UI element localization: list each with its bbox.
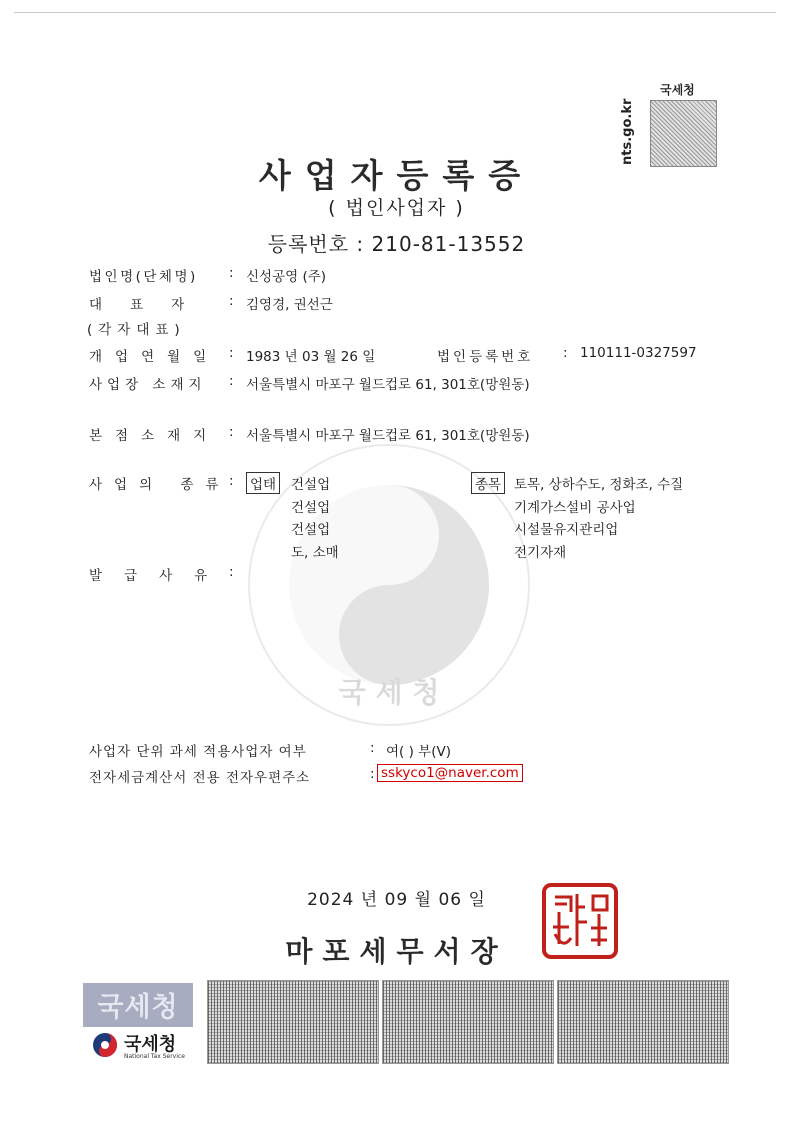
category-item: 건설업 [291,477,331,493]
e-invoice-email-value: sskyco1@naver.com [377,764,523,782]
official-seal-stamp [541,882,619,960]
corp-reg-no-value: 110111-0327597 [580,345,697,361]
item-entry: 토목, 상하수도, 정화조, 수질 [514,477,684,493]
watermark-center-text: 국 세 청 [338,676,440,709]
head-office-colon: : [229,424,234,440]
representative-value: 김영경, 권선근 [246,297,333,313]
unit-taxation-value: 여( ) 부(V) [386,744,451,760]
issue-date: 2024 년 09 월 06 일 [307,890,486,910]
nts-logo-text: 국세청 [124,1034,177,1055]
e-invoice-email-colon: : [370,766,375,782]
corp-reg-no-colon: : [563,345,568,361]
nts-footer-banner-text: 국세청 [97,992,179,1023]
top-rule [14,12,776,13]
corp-name-value: 신성공영 (주) [246,269,327,285]
head-office-value: 서울특별시 마포구 월드컵로 61, 301호(망원동) [246,428,530,444]
item-entry: 기계가스설비 공사업 [514,500,636,516]
corp-name-colon: : [229,265,234,281]
issue-reason-label: 발급사유 [89,568,230,584]
item-tag: 종목 [471,472,505,494]
document-subtitle: ( 법인사업자 ) [328,197,465,219]
category-item: 도, 소매 [291,545,339,561]
registration-label: 등록번호 [267,232,350,256]
unit-taxation-label: 사업자 단위 과세 적용사업자 여부 [89,744,307,760]
registration-value: 210-81-13552 [371,232,526,256]
category-item: 건설업 [291,522,331,538]
business-address-colon: : [229,373,234,389]
corp-name-label: 법인명(단체명) [89,269,198,285]
registration-number-line: 등록번호 : 210-81-13552 [267,232,526,256]
security-barcode [207,980,379,1064]
opening-date-colon: : [229,345,234,361]
issue-reason-colon: : [229,564,234,580]
business-type-colon: : [229,473,234,489]
category-item: 건설업 [291,500,331,516]
document-title: 사업자등록증 [258,156,535,195]
business-address-label: 사업장 소재지 [89,377,207,393]
security-barcode [557,980,729,1064]
representative-colon: : [229,293,234,309]
item-entry: 전기자재 [514,545,567,561]
category-tag: 업태 [246,472,280,494]
head-office-label: 본점소재지 [89,428,220,444]
representative-label: 대표자 [89,297,213,313]
nts-header-label: 국세청 [660,83,695,97]
nts-logo-icon [92,1032,118,1058]
item-entry: 시설물유지관리업 [514,522,619,538]
corp-reg-no-label: 법인등록번호 [437,349,534,365]
nts-url: nts.go.kr [620,98,635,165]
unit-taxation-colon: : [370,740,375,756]
opening-date-label: 개업연월일 [89,349,220,365]
security-barcode [382,980,554,1064]
nts-logo-subtext: National Tax Service [124,1053,185,1060]
business-address-value: 서울특별시 마포구 월드컵로 61, 301호(망원동) [246,377,530,393]
issuing-office: 마포세무서장 [285,935,508,968]
joint-representative-note: (각자대표) [87,322,186,338]
e-invoice-email-label: 전자세금계산서 전용 전자우편주소 [89,770,311,786]
opening-date-value: 1983 년 03 월 26 일 [246,349,376,365]
business-type-label: 사업의 종류 [89,477,231,493]
